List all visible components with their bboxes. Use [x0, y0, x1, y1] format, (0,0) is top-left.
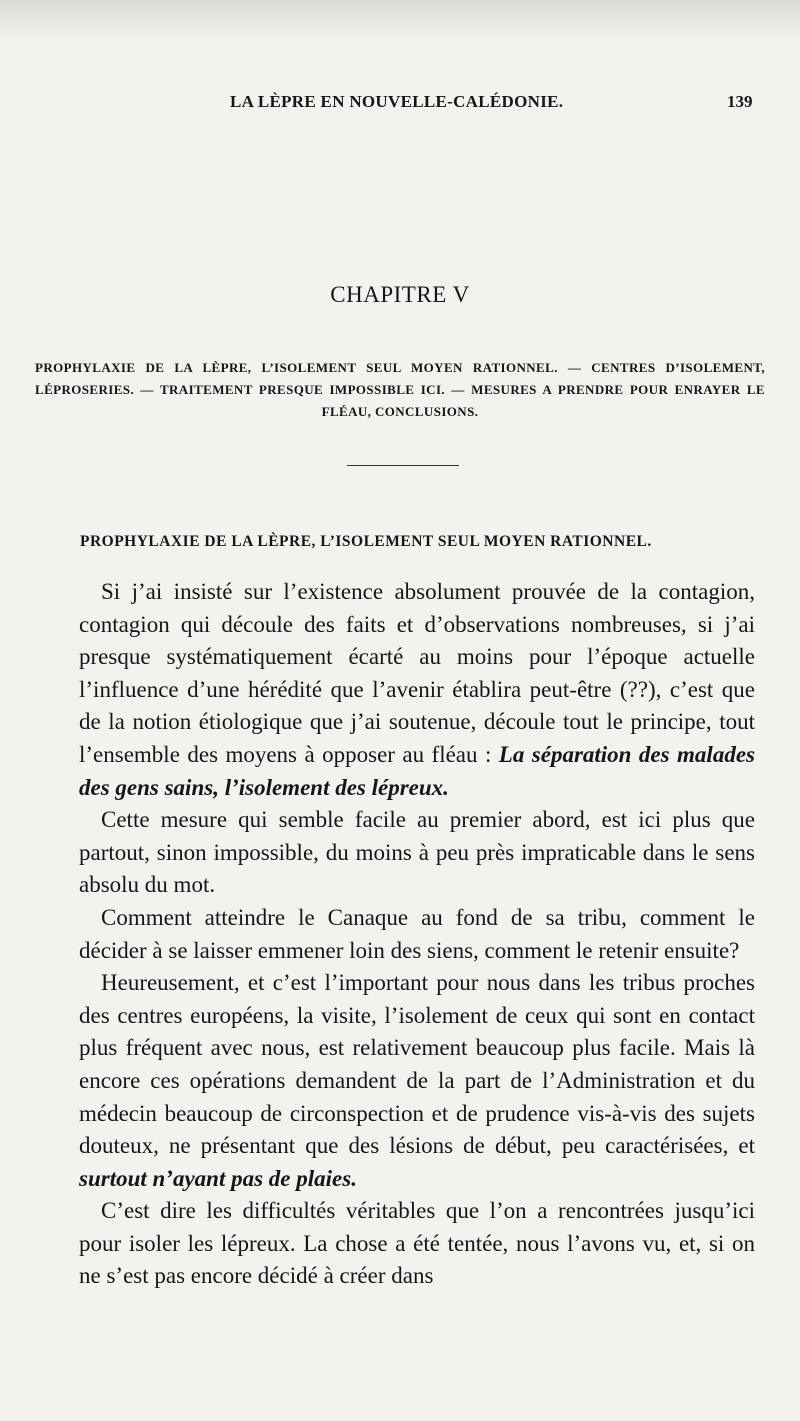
- section-divider: [347, 465, 459, 466]
- page-number: 139: [727, 92, 753, 111]
- paragraph-4-text: Heureusement, et c’est l’important pour nous dans les tribus proches des centres européens, la visite, l’isolement de ceux qui sont en contact plus fréquent avec nous, est relativement beaucoup plus facile. Mais là encore ces opérations demandent de la part de l’Administration et du médecin beaucoup de circonspection et de prudence vis-à-vis des sujets douteux, ne présentant que des lésions de début, peu caractérisées, et: [79, 970, 755, 1159]
- paragraph-1-text: Si j’ai insisté sur l’existence absolument prouvée de la contagion, contagion qui découle des faits et d’observations nombreuses, si j’ai presque systématiquement écarté au moins pour l’époque actuelle l’influence d’une hérédité que l’avenir établira peut-être (??), c’est que de la notion étiologique que j’ai soutenue, découle tout le principe, tout l’ensemble des moyens à opposer au fléau :: [79, 579, 755, 767]
- paragraph-4: [79, 967, 755, 1195]
- paragraph-1: [79, 576, 755, 804]
- scan-edge-shadow: [0, 0, 800, 40]
- chapter-title: CHAPITRE V: [330, 282, 470, 307]
- paragraph-2: Cette mesure qui semble facile au premier abord, est ici plus que partout, sinon impossible, du moins à peu près impraticable dans le sens absolu du mot.: [79, 807, 755, 898]
- body-text: [79, 576, 755, 1293]
- running-title: LA LÈPRE EN NOUVELLE-CALÉDONIE.: [230, 92, 564, 111]
- paragraph-4-emphasis: surtout n’ayant pas de plaies.: [79, 1165, 357, 1191]
- paragraph-5: C’est dire les difficultés véritables que l’on a rencontrées jusqu’ici pour isoler les lépreux. La chose a été tentée, nous l’avons vu, et, si on ne s’est pas encore décidé à créer dans: [79, 1198, 755, 1289]
- paragraph-1-emphasis: La séparation des malades des gens sains, l’isolement des lépreux.: [79, 741, 755, 800]
- chapter-summary: PROPHYLAXIE DE LA LÈPRE, L’ISOLEMENT SEUL MOYEN RATIONNEL. — CENTRES D’ISOLEMENT, LÉPROSERIES. — TRAITEMENT PRESQUE IMPOSSIBLE ICI. — MESURES A PRENDRE POUR ENRAYER LE FLÉAU, CONCLUSIONS.: [35, 360, 765, 419]
- section-title: PROPHYLAXIE DE LA LÈPRE, L’ISOLEMENT SEUL MOYEN RATIONNEL.: [80, 533, 652, 550]
- paragraph-3: Comment atteindre le Canaque au fond de sa tribu, comment le décider à se laisser emmener loin des siens, comment le retenir ensuite?: [79, 904, 755, 963]
